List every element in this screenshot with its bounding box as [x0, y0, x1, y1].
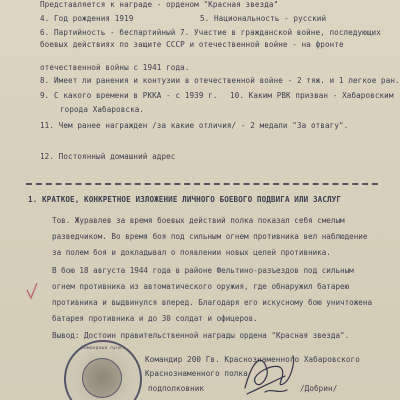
section-divider	[26, 183, 378, 185]
field-draft-city: города Хабаровска.	[60, 105, 145, 114]
signature-line-commander: Командир 200 Гв. Краснознаменного Хабаровского	[145, 355, 360, 364]
field-war-participation: 7. Участие в гражданской войне, последующих	[180, 28, 381, 37]
field-war-participation-cont: боевых действиях по защите СССР и отечественной войне - на фронте	[40, 40, 344, 49]
section-heading: 1. КРАТКОЕ, КОНКРЕТНОЕ ИЗЛОЖЕНИЕ ЛИЧНОГО БОЕВОГО ПОДВИГА ИЛИ ЗАСЛУГ	[28, 195, 342, 204]
narrative-line: огнем противника из автоматического оружия, где обнаружил батарею	[52, 282, 350, 291]
signature-line-rank: подполковник	[148, 384, 205, 393]
narrative-line: разведчиком. Во время боя под сильным огнем противника вел наблюдение	[52, 232, 368, 241]
emblem-icon	[82, 358, 122, 398]
narrative-conclusion: Вывод: Достоин правительственной награды ордена "Красная звезда".	[52, 331, 350, 340]
official-stamp	[64, 340, 142, 400]
narrative-line: противника и выдвинулся вперед. Благодаря его искусному бою уничтожена	[52, 298, 373, 307]
narrative-line: В бою 18 августа 1944 года в районе Фельтино-разъездов под сильным	[52, 266, 354, 275]
narrative-line: за полем боя и докладывал о появлении новых целей противника.	[52, 248, 331, 257]
field-party: 6. Партийность - беспартийный	[40, 28, 176, 37]
red-check-mark	[24, 280, 40, 302]
field-draft-office: 10. Каким РВК призван - Хабаровским	[230, 91, 394, 100]
field-nationality: 5. Национальность - русский	[200, 14, 327, 23]
narrative-line: батарея противника и до 30 солдат и офицеров.	[52, 314, 258, 323]
signature-line-regiment: Краснознаменного полка	[145, 369, 248, 378]
field-wounds: 8. Имеет ли ранения и контузии в отечественной войне - 2 тяж. и 1 легкое ран.	[40, 76, 400, 85]
handwritten-signature	[235, 348, 305, 400]
field-war-participation-end: отечественной войны с 1941 года.	[40, 63, 190, 72]
award-title: Представляется к награде - орденом "Красная звезда"	[40, 0, 279, 9]
narrative-line: Тов. Журавлев за время боевых действий полка показал себя смелым	[52, 216, 345, 225]
field-service-since: 9. С какого времени в РККА - с 1939 г.	[40, 91, 218, 100]
field-previous-awards: 11. Чем ранее награжден /за какие отличия/ - 2 медали "За отвагу".	[40, 121, 349, 130]
signature-name: /Добрин/	[300, 384, 338, 393]
field-home-address: 12. Постоянный домашний адрес	[40, 152, 176, 161]
stamp-text: Командный пункт	[81, 346, 125, 351]
field-birth-year: 4. Год рождения 1919	[40, 14, 134, 23]
